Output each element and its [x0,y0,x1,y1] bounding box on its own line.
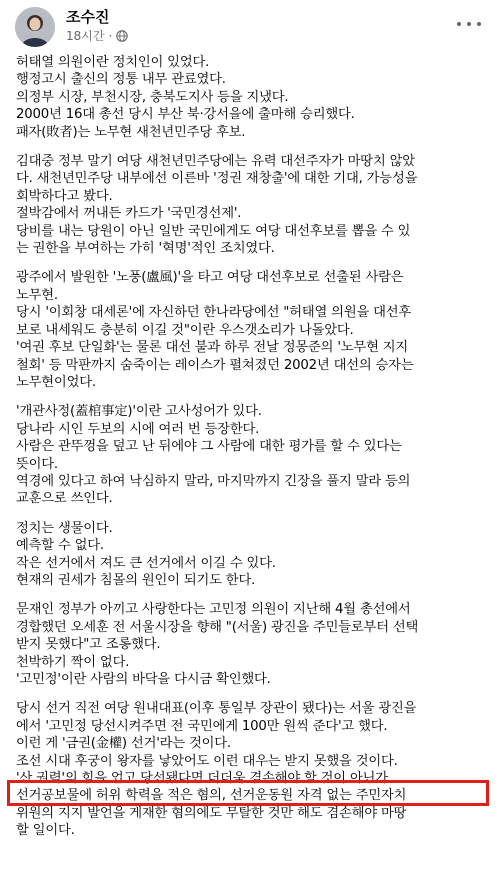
post-paragraph [16,700,494,839]
post-text-line: 광주에서 발원한 '노풍(盧風)'을 타고 여당 대선후보로 선출된 사람은 [16,270,404,286]
post-text-line: '산 권력'의 힘을 업고 당선됐다면 더더욱 겸손해야 할 것이 아닌가. [16,771,392,787]
post-paragraph [16,269,494,391]
post-paragraph [16,403,494,507]
post-text-line: 문재인 정부가 아끼고 사랑한다는 고민정 의원이 지난해 4월 총선에서 [16,602,411,618]
post-body [16,54,494,852]
post-text-line: 이런 게 '금권(金權) 선거'라는 것이다. [16,736,231,752]
post-text-line: 패자(敗者)는 노무현 새천년민주당 후보. [16,124,246,140]
post-text-line: 의정부 시장, 부천시장, 충북도지사 등을 지냈다. [16,89,289,105]
post-text-line: 당시 '이회창 대세론'에 자신하던 한나라당에선 "허태열 의원을 대선후 [16,305,412,321]
post-time[interactable]: 18시간 [66,29,105,43]
post-text-line: '개관사정(蓋棺事定)'이란 고사성어가 있다. [16,404,262,420]
post-paragraph [16,54,494,141]
post-text-line: 받지 못했다"고 조롱했다. [16,637,161,653]
post-text-line: 예측할 수 없다. [16,538,104,554]
post-text-line: 당시 선거 직전 여당 원내대표(이후 통일부 장관이 됐다)는 서울 광진을 [16,701,417,717]
post-text-line: 경합했던 오세훈 전 서울시장을 향해 "(서울) 광진을 주민들로부터 선택 [16,619,419,635]
globe-icon [116,30,128,42]
post-text-line: 에서 '고민정 당선시켜주면 전 국민에게 100만 원씩 준다'고 했다. [16,718,388,734]
post-text-line: 회박하다고 봤다. [16,188,113,204]
post-paragraph [16,601,494,688]
post-text-line: '여권 후보 단일화'는 물론 대선 불과 하루 전날 정몽준의 '노무현 지지 [16,340,409,356]
post-text-line: 뜻이다. [16,456,58,472]
post-text-line: 정치는 생물이다. [16,520,113,536]
post-text-line: 허태열 의원이란 정치인이 있었다. [16,55,210,70]
post-meta [66,27,128,44]
post-text-line: 보로 내세워도 충분히 이길 것"이란 우스갯소리가 나돌았다. [16,322,354,338]
post-text-line: 사람은 관뚜껑을 덮고 난 뒤에야 그 사람에 대한 평가를 할 수 있다는 [16,439,402,455]
more-options-icon[interactable] [457,16,481,32]
post-text-line: 노무현. [16,287,58,303]
post-text-line: 조선 시대 후궁이 왕자를 낳았어도 이런 대우는 받지 못했을 것이다. [16,753,398,769]
post-text-line: 천박하기 짝이 없다. [16,654,130,670]
post-text-line: 는 권한을 부여하는 가히 '혁명'적인 조치였다. [16,241,275,257]
post-text-line: 노무현이었다. [16,374,96,390]
post-text-line: 다. 새천년민주당 내부에선 이른바 '정권 재창출'에 대한 기대, 가능성을 [16,171,418,187]
post-text-line: 작은 선거에서 져도 큰 선거에서 이길 수 있다. [16,555,276,571]
post-text-line: '고민정'이란 사람의 바닥을 다시금 확인했다. [16,672,271,687]
post-paragraph [16,520,494,590]
post-text-line: 역경에 있다고 하여 낙심하지 말라, 마지막까지 긴장을 풀지 말라 등의 [16,473,411,489]
post-text-line: 김대중 정부 말기 여당 새천년민주당에는 유력 대선주자가 마땅치 않았 [16,154,415,170]
post-text-line: 현재의 권세가 침몰의 원인이 되기도 한다. [16,572,256,588]
post-text-line: 2000년 16대 총선 당시 부산 북·강서을에 출마해 승리했다. [16,107,355,123]
avatar[interactable] [15,7,55,47]
post-text-line: 교훈으로 쓰인다. [16,491,113,507]
author-name[interactable]: 조수진 [66,8,110,26]
meta-separator: · [108,28,113,43]
post-text-line: 당비를 내는 당원이 아닌 일반 국민에게도 여당 대선후보를 뽑을 수 있 [16,223,411,239]
post-text-line: 위원의 지지 발언을 게재한 혐의에도 무탈한 것만 해도 겸손해야 마땅 [16,805,407,821]
post-text-line: 당나라 시인 두보의 시에 여러 번 등장한다. [16,421,260,437]
post-paragraph [16,153,494,257]
post-text-line: 철회' 등 막판까지 숨죽이는 레이스가 펼쳐졌던 2002년 대선의 승자는 [16,357,414,373]
post-text-line: 할 일이다. [16,823,75,839]
post-header [0,0,499,50]
post-text-line: 절박감에서 꺼내든 카드가 '국민경선제'. [16,206,242,222]
post-text-line: 행정고시 출신의 정통 내무 관료였다. [16,72,226,88]
post-text-line: 선거공보물에 허위 학력을 적은 혐의, 선거운동원 자격 없는 주민자치 [16,788,407,804]
